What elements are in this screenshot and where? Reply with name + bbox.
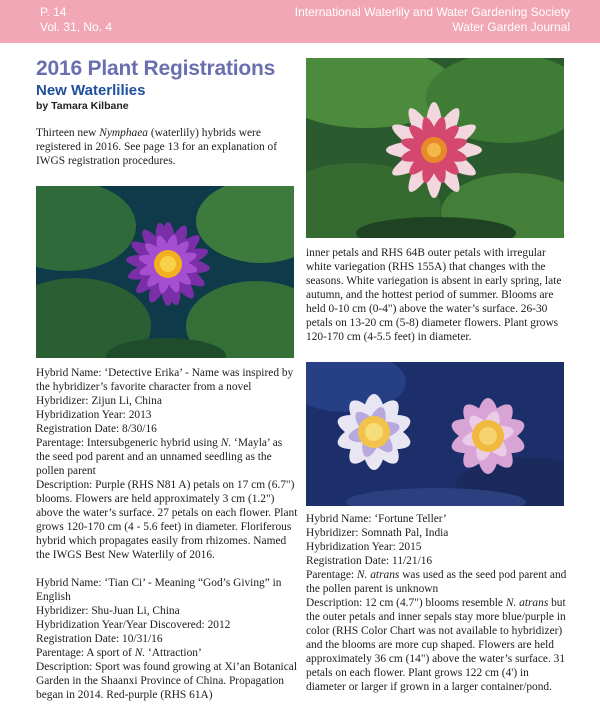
hybrid-name: Hybrid Name: ‘Tian Ci’ - Meaning “God’s Giving” in English xyxy=(36,577,282,603)
entry-tian-ci-continued xyxy=(306,246,566,344)
hybridization-year: Hybridization Year: 2015 xyxy=(306,541,422,553)
intro-paragraph: Thirteen new Nymphaea (waterlily) hybrids were registered in 2016. See page 13 for an explanation of IWGS registration procedures. xyxy=(36,127,278,167)
hybrid-name: Hybrid Name: ‘Fortune Teller’ xyxy=(306,513,447,525)
description: Description: Purple (RHS N81 A) petals on 17 cm (6.7") blooms. Flowers are held approximately 3 cm (1.2") above the water’s surface. 27 petals on each flower. Plant grows 120-170 cm (4 - 5.6 feet) in diameter. Floriferous hybrid which propagates easily from rhizomes. Named the IWGS Best New Waterlily of 2016. xyxy=(36,479,298,561)
photo-detective-erika xyxy=(36,186,294,358)
issue-info xyxy=(40,5,112,35)
entry-fortune-teller xyxy=(306,512,568,694)
photo-fortune-teller xyxy=(306,362,564,506)
hybridizer: Hybridizer: Somnath Pal, India xyxy=(306,527,449,539)
registration-date: Registration Date: 11/21/16 xyxy=(306,555,433,567)
byline: by Tamara Kilbane xyxy=(36,100,129,112)
parentage: Parentage: Intersubgeneric hybrid using N. ‘Mayla’ as the seed pod parent and an unnamed seedling as the pollen parent xyxy=(36,437,283,477)
hybrid-name: Hybrid Name: ‘Detective Erika’ - Name was inspired by the hybridizer’s favorite character from a novel xyxy=(36,367,294,393)
article-title: 2016 Plant Registrations xyxy=(36,57,276,80)
page-header xyxy=(0,0,600,43)
description: Description: Sport was found growing at Xi’an Botanical Garden in the Shaanxi Province of China. Propagation began in 2014. Red-purple (RHS 61A) xyxy=(36,661,297,701)
hybridizer: Hybridizer: Zijun Li, China xyxy=(36,395,162,407)
publication-info xyxy=(295,5,570,35)
hybridization-year: Hybridization Year/Year Discovered: 2012 xyxy=(36,619,231,631)
parentage: Parentage: A sport of N. ‘Attraction’ xyxy=(36,647,202,659)
volume-issue: Vol. 31, No. 4 xyxy=(40,20,113,34)
description-continued: inner petals and RHS 64B outer petals with irregular white variegation (RHS 155A) that changes with the seasons. White variegation is absent in early spring, late autumn, and the hottest period of summer. Blooms are held 0-10 cm (0-4") above the water’s surface. 26-30 petals on 13-20 cm (5-8) diameter flowers. Plant grows 120-170 cm (4-5.5 feet) in diameter. xyxy=(306,247,562,343)
journal-name: Water Garden Journal xyxy=(452,20,570,34)
article-subtitle: New Waterlilies xyxy=(36,82,146,99)
hybridizer: Hybridizer: Shu-Juan Li, China xyxy=(36,605,180,617)
hybridization-year: Hybridization Year: 2013 xyxy=(36,409,152,421)
page-number: P. 14 xyxy=(40,5,67,19)
registration-date: Registration Date: 8/30/16 xyxy=(36,423,157,435)
parentage: Parentage: N. atrans was used as the seed pod parent and the pollen parent is unknown xyxy=(306,569,567,595)
organization-name: International Waterlily and Water Gardening Society xyxy=(294,5,570,19)
entry-detective-erika xyxy=(36,366,298,702)
photo-tian-ci xyxy=(306,58,564,238)
description: Description: 12 cm (4.7") blooms resemble N. atrans but the outer petals and inner sepals stay more blue/purple in color (RHS Color Chart was not available to hybridizer) and the blooms are more cup shaped. Flowers are held approximately 36 cm (14") above the water’s surface. 31 petals on each flower. Plant grows 122 cm (4') in diameter or larger if grown in a larger container/pond. xyxy=(306,597,566,693)
registration-date: Registration Date: 10/31/16 xyxy=(36,633,163,645)
